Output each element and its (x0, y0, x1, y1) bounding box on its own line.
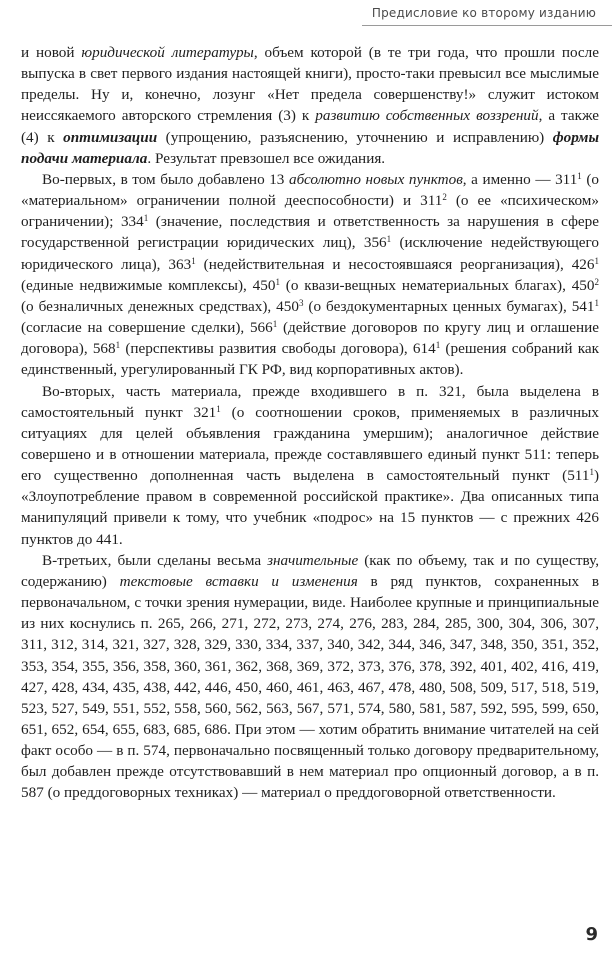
text-run: (недействительная и несостоявшаяся реорганизация), 426 (195, 255, 595, 273)
body-text (21, 42, 599, 804)
text-run: (о безналичных денежных средствах), 450 (21, 297, 299, 315)
italic-emphasis: значительные (267, 551, 359, 569)
superscript-index: 1 (435, 340, 441, 351)
text-run: (о соотношении сроков, применяемых в различных ситуациях для целей объявления гражданина умершим); аналогичное действие совершено и в отношении материала, прежде составлявшего единый пункт 511: теперь его существенно дополненная часть выделена в самостоятельный пункт (511 (21, 403, 599, 485)
superscript-index: 1 (191, 255, 196, 266)
superscript-index: 3 (298, 297, 304, 308)
paragraph (21, 169, 599, 381)
superscript-index: 1 (275, 276, 280, 287)
superscript-index: 2 (442, 192, 447, 203)
superscript-index: 1 (143, 213, 149, 224)
bold-italic-emphasis: формы подачи материала (21, 128, 599, 167)
text-run: (о ее «психическом» ограничении); 334 (21, 192, 599, 231)
superscript-index: 1 (115, 340, 121, 351)
superscript-index: 1 (577, 170, 582, 181)
text-run: , а именно — 311 (462, 170, 578, 188)
text-run: (упрощению, разъяснению, уточнению и исправлению) (157, 128, 553, 146)
paragraph (21, 42, 599, 169)
text-run: (согласие на совершение сделки), 566 (21, 319, 273, 337)
text-run: (о бездокументарных ценных бумагах), 541 (303, 297, 595, 315)
text-run: (значение, последствия и ответственность за нарушения в сфере государственной регистрации юридических лиц), 356 (21, 213, 599, 252)
italic-emphasis: текстовые вставки и изменения (119, 572, 358, 590)
text-run: (о квази-вещных нематериальных благах), 450 (279, 276, 595, 294)
text-run: ) «Злоупотребление правом в современной российской практике». Два описанных типа манипуляций привели к тому, что учебник «подрос» на 15 пунктов — с прежних 426 пунктов до 441. (21, 467, 599, 548)
superscript-index: 1 (594, 297, 599, 308)
text-run: . Результат превзошел все ожидания. (147, 149, 386, 167)
running-header-title: Предисловие ко второму изданию (371, 6, 596, 20)
text-run: , объем которой (в те три года, что прошли после выпуска в свет первого издания настоящей книги), просто-таки превысил все мыслимые пределы. Ну и, конечно, лозунг «Нет предела совершенству!» служит истоком неиссякаемого авторского стремления (3) к (21, 44, 599, 125)
italic-emphasis: абсолютно новых пунктов (288, 170, 463, 188)
bold-italic-emphasis: оптимизации (63, 128, 158, 146)
text-run: , а также (4) к (21, 107, 599, 146)
text-run: (единые недвижимые комплексы), 450 (21, 276, 276, 294)
text-run: (о «материальном» ограничении полной дееспособности) и 311 (21, 170, 600, 210)
italic-emphasis: развитию собственных воззрений (315, 107, 539, 125)
text-run: (исключение недействующего юридического лица), 363 (21, 234, 599, 273)
superscript-index: 1 (216, 403, 221, 414)
text-run: и новой (21, 44, 82, 61)
text-run: в ряд пунктов, сохраненных в первоначальном, с точки зрения нумерации, виде. Наиболее крупные и принципиальные из них коснулись п. 265, 266, 271, 272, 273, 274, 276, 283, 284, 285, 300, 304, 306, 307, 311, 312, 314, 321, 327, 328, 329, 330, 334, 337, 340, 342, 344, 346, 347, 348, 350, 351, 352, 353, 354, 355, 356, 358, 360, 361, 362, 368, 369, 372, 373, 376, 378, 392, 401, 402, 416, 419, 427, 428, 434, 435, 438, 442, 446, 450, 460, 461, 463, 467, 478, 480, 508, 509, 517, 518, 519, 523, 527, 549, 551, 552, 558, 560, 562, 563, 567, 571, 574, 580, 581, 587, 592, 595, 599, 650, 651, 652, 654, 655, 683, 685, 686. При этом — хотим обратить внимание читателей на сей факт особо — в п. 574, первоначально посвященный только договору предварительному, был добавлен прежде отсутствовавший в нем материал про опционный договор, а в п. 587 (о преддоговорных техниках) — материал о преддоговорной ответственности. (21, 572, 599, 802)
superscript-index: 2 (594, 276, 599, 287)
superscript-index: 1 (594, 255, 599, 266)
paragraph (21, 381, 599, 550)
text-run: Во-первых, в том было добавлено 13 (42, 170, 289, 188)
italic-emphasis: юридической литературы (81, 44, 254, 61)
page-number: 9 (585, 924, 598, 945)
superscript-index: 1 (386, 234, 392, 245)
text-run: (как по объему, так и по существу, содержанию) (21, 551, 600, 590)
paragraph (21, 550, 599, 804)
text-run: В-третьих, были сделаны весьма (42, 551, 268, 569)
running-header (336, 6, 596, 20)
header-rule (362, 25, 612, 26)
text-run: (действие договоров по кругу лиц и оглашение договора), 568 (21, 319, 600, 358)
superscript-index: 1 (272, 319, 278, 330)
text-run: (перспективы развития свободы договора), 614 (120, 340, 436, 358)
superscript-index: 1 (589, 467, 594, 478)
text-run: Во-вторых, часть материала, прежде входившего в п. 321, была выделена в самостоятельный пункт 321 (21, 382, 599, 421)
text-run: (решения собраний как единственный, урегулированный ГК РФ, вид корпоративных актов). (21, 340, 599, 379)
